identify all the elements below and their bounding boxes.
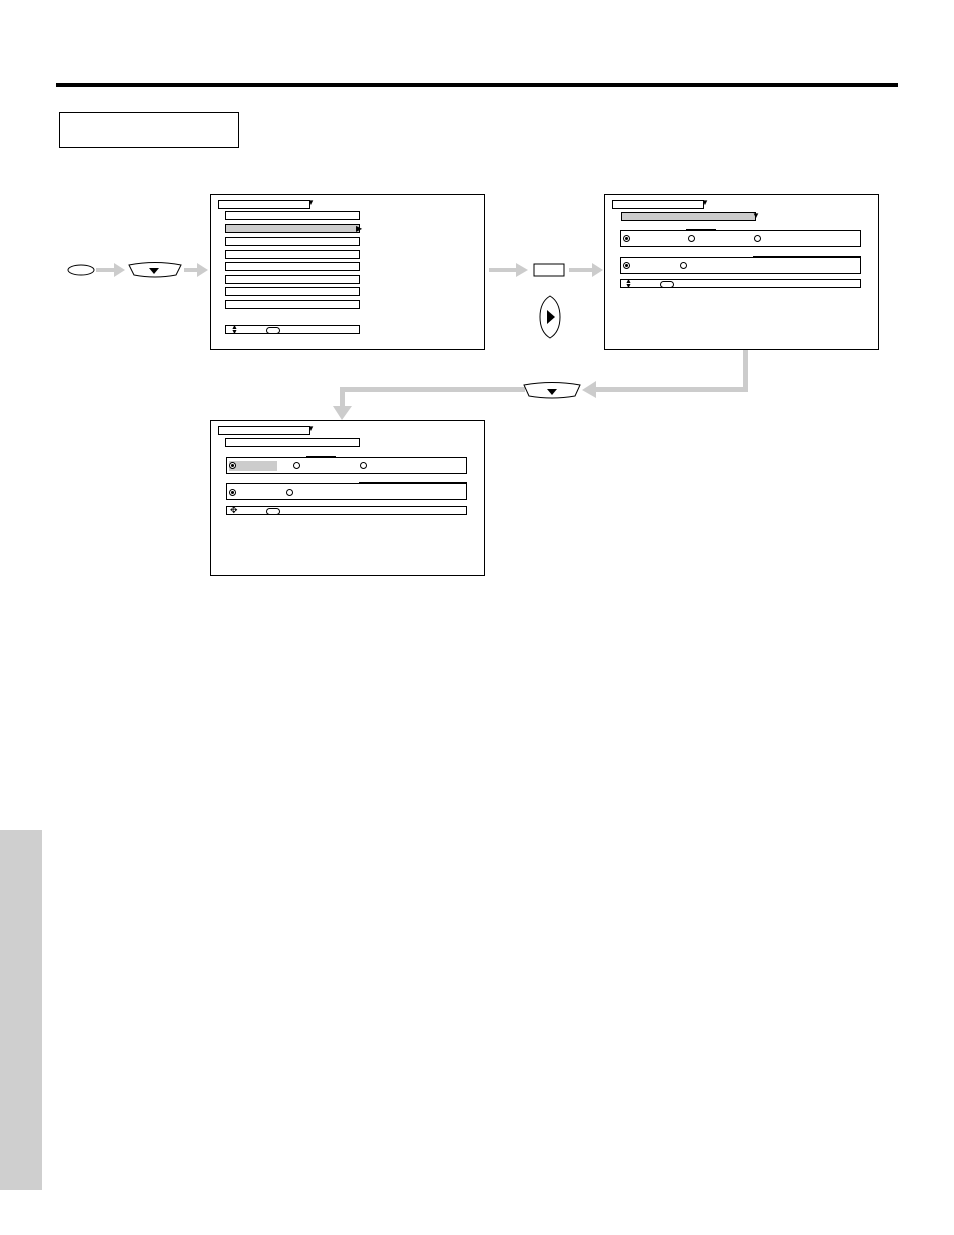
- radio-option[interactable]: [754, 235, 761, 242]
- submenu-title-selected[interactable]: [621, 212, 756, 221]
- group-2-label-line: [359, 482, 467, 483]
- up-down-arrows-icon: ▲ ▼: [625, 278, 632, 290]
- menu-item[interactable]: [225, 275, 360, 284]
- title-down-arrow-icon: ▼: [752, 211, 760, 220]
- menu-footer: [225, 325, 360, 334]
- up-down-arrows-icon: ▲ ▼: [231, 324, 238, 336]
- menu-screen-main: [210, 194, 485, 350]
- submenu-footer: [620, 279, 861, 288]
- down-button-icon: [129, 263, 181, 278]
- submenu-header: [612, 200, 704, 209]
- flow-arrow-4: [569, 263, 603, 277]
- option-highlight: [229, 461, 277, 471]
- radio-option-selected[interactable]: [229, 489, 236, 496]
- flow-arrow-3: [489, 263, 528, 277]
- radio-option-selected[interactable]: [623, 262, 630, 269]
- radio-option[interactable]: [293, 462, 300, 469]
- option-group-1: [620, 230, 861, 247]
- radio-option[interactable]: [688, 235, 695, 242]
- option-group-2: [620, 257, 861, 274]
- group-1-label-line: [306, 456, 336, 457]
- menu-screen-submenu: [604, 194, 879, 350]
- menu-item[interactable]: [225, 250, 360, 259]
- button-pill-icon: [266, 508, 280, 515]
- submenu-footer: [226, 506, 467, 515]
- radio-option[interactable]: [286, 489, 293, 496]
- button-pill-icon: [266, 327, 280, 334]
- flow-arrow-1: [96, 263, 125, 277]
- menu-item-selected[interactable]: [225, 224, 363, 233]
- menu-item[interactable]: [225, 262, 360, 271]
- header-down-arrow-icon: ▼: [307, 198, 315, 207]
- select-button-icon: [534, 264, 564, 276]
- radio-option[interactable]: [680, 262, 687, 269]
- menu-screen-submenu-next: [210, 420, 485, 576]
- header-down-arrow-icon: ▼: [701, 198, 709, 207]
- down-button-icon-2: [524, 383, 580, 399]
- radio-option[interactable]: [360, 462, 367, 469]
- right-button-icon: [540, 296, 560, 338]
- group-2-label-line: [753, 256, 861, 257]
- menu-item[interactable]: [225, 300, 360, 309]
- submenu-header: [218, 426, 310, 435]
- option-group-2: [226, 483, 467, 500]
- menu-header: [218, 200, 310, 209]
- group-1-label-line: [686, 229, 716, 230]
- flow-arrow-2: [184, 263, 208, 277]
- submenu-right-arrow-icon: ▶: [356, 224, 363, 233]
- header-down-arrow-icon: ▼: [307, 424, 315, 433]
- menu-button-icon: [68, 265, 94, 275]
- button-pill-icon: [660, 281, 674, 288]
- menu-item[interactable]: [225, 287, 360, 296]
- four-way-arrows-icon: ✥: [230, 505, 238, 515]
- submenu-title[interactable]: [225, 438, 360, 447]
- menu-item[interactable]: [225, 237, 360, 246]
- radio-option-selected[interactable]: [229, 462, 236, 469]
- menu-item[interactable]: [225, 211, 360, 220]
- radio-option-selected[interactable]: [623, 235, 630, 242]
